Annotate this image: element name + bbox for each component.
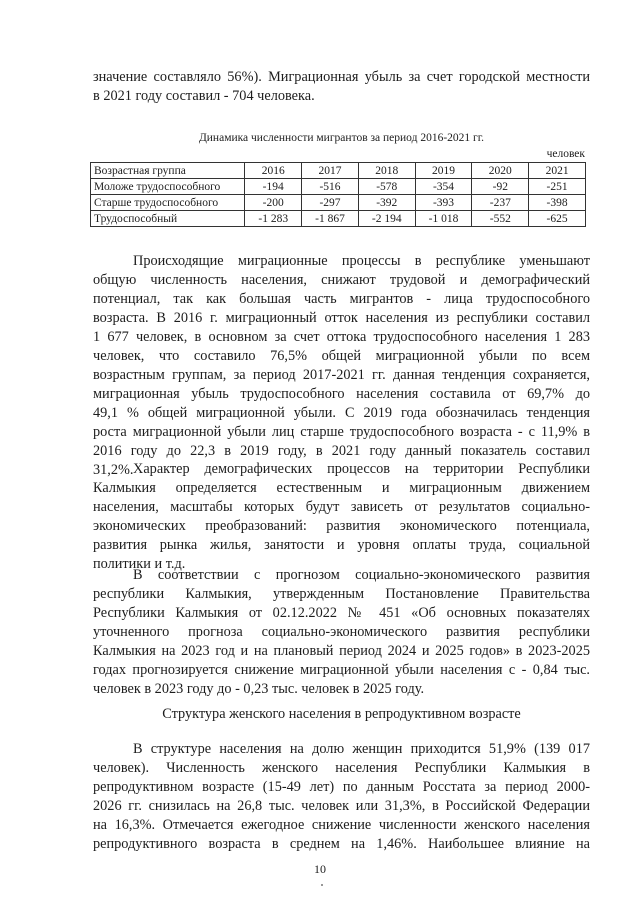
paragraph-forecast	[93, 566, 590, 699]
paragraph-female-population	[93, 740, 590, 854]
text-line: В соответствии с прогнозом социально-экономического развития	[133, 567, 590, 583]
table-header-cell: 2017	[302, 163, 359, 179]
table-header-cell: 2018	[358, 163, 415, 179]
table-cell: -237	[472, 195, 529, 211]
text-line: В структуре населения на долю женщин приходится 51,9% (139 017	[133, 741, 590, 757]
text-line: экономических преобразований: развития экономического потенциала,	[93, 518, 590, 534]
paragraph-continuation	[93, 68, 590, 106]
text-line: 31,2%.	[93, 462, 134, 478]
table-cell: -1 018	[415, 211, 472, 227]
table-cell: -354	[415, 179, 472, 195]
table-cell: -578	[358, 179, 415, 195]
text-line: на 16,3%. Отмечается ежегодное снижение численности женского населения	[93, 817, 590, 833]
scan-speck	[321, 884, 323, 886]
table-cell: -393	[415, 195, 472, 211]
text-line: политики и т.д.	[93, 556, 186, 572]
text-line: значение составляло 56%). Миграционная убыль за счет городской местности	[93, 69, 590, 85]
text-line: уточненного прогноза социально-экономического развития республики	[93, 624, 590, 640]
text-line: 1 677 человек, в основном за счет оттока трудоспособного населения 1 283	[93, 329, 590, 345]
paragraph-migration-processes	[93, 252, 590, 480]
text-line: репродуктивном возрасте (15-49 лет) по данным Росстата за период 2000-	[93, 779, 590, 795]
table-cell: -516	[302, 179, 359, 195]
table-header-cell: Возрастная группа	[91, 163, 245, 179]
table-cell: -2 194	[358, 211, 415, 227]
text-line: Происходящие миграционные процессы в республике уменьшают	[133, 253, 590, 269]
text-line: репродуктивного возраста в среднем на 1,46%. Наибольшее влияние на	[93, 836, 590, 852]
text-line: человек). Численность женского населения Республики Калмыкия в	[93, 760, 590, 776]
table-cell: Моложе трудоспособного	[91, 179, 245, 195]
table-header-cell: 2020	[472, 163, 529, 179]
text-line: населения, масштабы которых будут зависеть от результатов социально-	[93, 499, 590, 515]
table-cell: -1 283	[245, 211, 302, 227]
table-header-cell: 2019	[415, 163, 472, 179]
table-row	[91, 179, 586, 195]
text-line: человек, что составило 76,5% общей миграционной убыли по всем	[93, 348, 590, 364]
paragraph-demographic-character	[93, 460, 590, 574]
text-line: потенциал, так как большая часть мигрантов - лица трудоспособного	[93, 291, 590, 307]
table-cell: -297	[302, 195, 359, 211]
text-line: роста миграционной убыли лиц старше трудоспособного возраста - с 11,9% в	[93, 424, 590, 440]
table-cell: Старше трудоспособного	[91, 195, 245, 211]
text-line: Характер демографических процессов на территории Республики	[133, 461, 590, 477]
table-cell: -398	[529, 195, 586, 211]
text-line: 2016 году до 22,3 в 2019 году, в 2021 году данный показатель составил	[93, 443, 590, 459]
table-cell: -92	[472, 179, 529, 195]
table-row	[91, 195, 586, 211]
table-header-cell: 2016	[245, 163, 302, 179]
text-line: человек в 2023 году до - 0,23 тыс. человек в 2025 году.	[93, 681, 425, 697]
text-line: возраста. В 2016 г. миграционный отток населения из республики составил	[93, 310, 590, 326]
table-header-cell: 2021	[529, 163, 586, 179]
text-line: Республики Калмыкия от 02.12.2022 № 451 «Об основных показателях	[93, 605, 590, 621]
text-line: годах прогнозируется снижение миграционной убыли населения с - 0,84 тыс.	[93, 662, 590, 678]
table-cell: -625	[529, 211, 586, 227]
table-cell: -194	[245, 179, 302, 195]
text-line: в 2021 году составил - 704 человека.	[93, 88, 315, 104]
text-line: 49,1 % общей миграционной убыли. С 2019 года обозначилась тенденция	[93, 405, 590, 421]
text-line: 2026 гг. снизилась на 26,8 тыс. человек или 31,3%, в Российской Федерации	[93, 798, 590, 814]
table-title: Динамика численности мигрантов за период 2016-2021 гг.	[198, 132, 485, 144]
section-heading: Структура женского населения в репродуктивном возрасте	[162, 706, 521, 722]
table-unit: человек	[546, 148, 585, 160]
table-cell: Трудоспособный	[91, 211, 245, 227]
table-cell: -392	[358, 195, 415, 211]
table-cell: -251	[529, 179, 586, 195]
text-line: Калмыкия на 2023 год и на плановый период 2024 и 2025 годов» в 2023-2025	[93, 643, 590, 659]
page-number: 10	[314, 862, 326, 876]
migrants-table	[90, 162, 586, 227]
text-line: развития рынка жилья, занятости и уровня оплаты труда, социальной	[93, 537, 590, 553]
text-line: общую численность населения, снижают трудовой и демографический	[93, 272, 590, 288]
text-line: республики Калмыкия, утвержденным Постановление Правительства	[93, 586, 590, 602]
table-cell: -1 867	[302, 211, 359, 227]
text-line: миграционная убыль трудоспособного населения составила от 69,7% до	[93, 386, 590, 402]
text-line: возрастным группам, за период 2017-2021 гг. данная тенденция сохраняется,	[93, 367, 590, 383]
text-line: Калмыкия определяется естественным и миграционным движением	[93, 480, 590, 496]
table-header-row	[91, 163, 586, 179]
table-cell: -200	[245, 195, 302, 211]
table-cell: -552	[472, 211, 529, 227]
table-row	[91, 211, 586, 227]
